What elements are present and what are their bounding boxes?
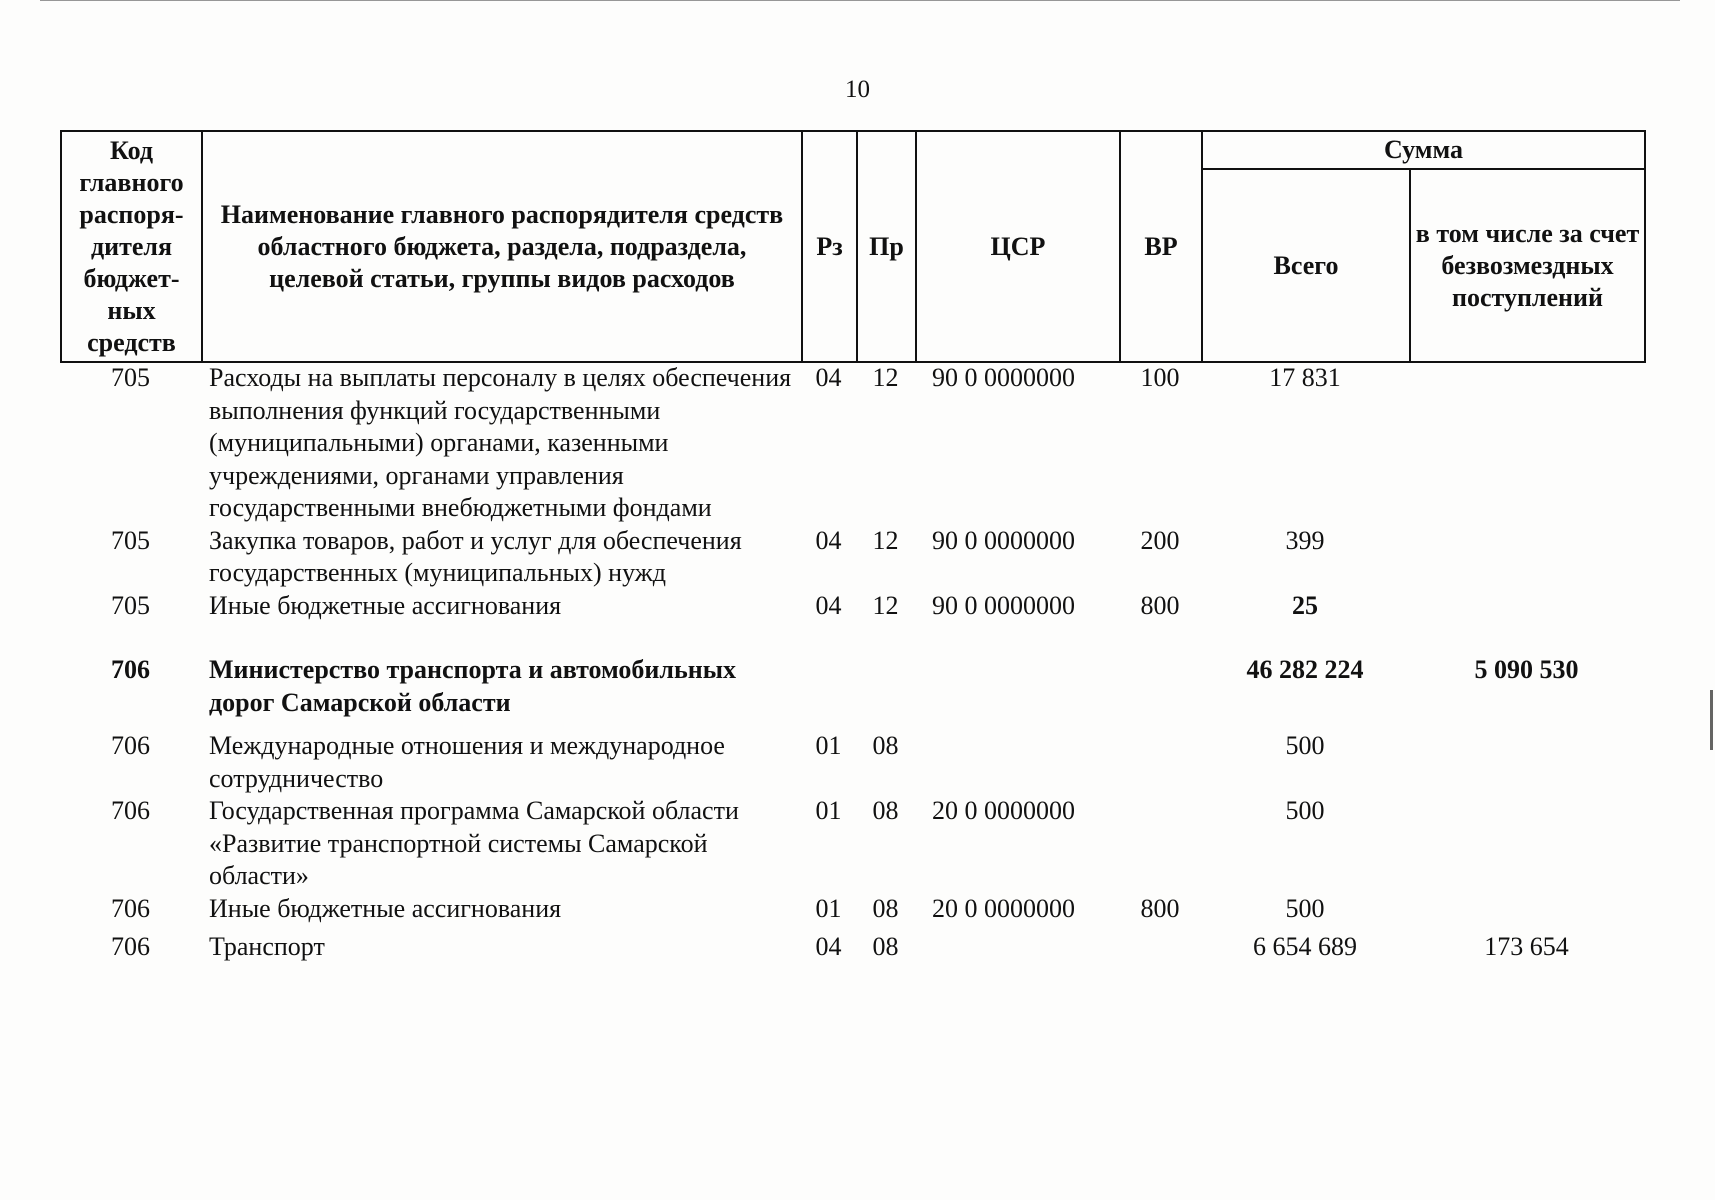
cell-code: 705 xyxy=(111,363,150,392)
data-table xyxy=(60,362,1644,964)
table-row-section xyxy=(60,654,1644,719)
cell-csr xyxy=(915,654,1119,719)
cell-including xyxy=(1409,730,1644,795)
header-name: Наименование главного распорядителя средств областного бюджета, раздела, подраздела, целевой статьи, группы видов расходов xyxy=(202,131,802,362)
cell-pr: 12 xyxy=(872,590,899,620)
cell-csr: 90 0 0000000 xyxy=(932,363,1075,392)
cell-csr: 20 0 0000000 xyxy=(932,893,1075,923)
cell-code: 706 xyxy=(111,893,150,923)
cell-vr xyxy=(1119,654,1201,719)
cell-csr: 20 0 0000000 xyxy=(932,796,1075,825)
scan-edge-mark xyxy=(1710,690,1713,750)
cell-name: Международные отношения и международное сотрудничество xyxy=(209,731,725,793)
table-row xyxy=(60,525,1644,590)
cell-including: 173 654 xyxy=(1484,932,1569,961)
row-spacer xyxy=(60,622,1644,654)
cell-code: 705 xyxy=(111,590,150,620)
cell-name: Государственная программа Самарской области «Развитие транспортной системы Самарской области» xyxy=(209,796,739,890)
cell-total: 500 xyxy=(1285,893,1325,923)
cell-rz: 04 xyxy=(815,932,842,961)
header-total: Всего xyxy=(1202,169,1410,362)
table-row xyxy=(60,730,1644,795)
cell-code: 706 xyxy=(111,796,150,825)
cell-code: 706 xyxy=(111,655,150,684)
table-row xyxy=(60,893,1644,926)
table-header xyxy=(60,130,1646,363)
cell-vr: 800 xyxy=(1140,590,1180,620)
cell-total: 500 xyxy=(1285,731,1325,760)
cell-total: 46 282 224 xyxy=(1246,655,1364,684)
cell-name: Расходы на выплаты персоналу в целях обеспечения выполнения функций государственными (муниципальными) органами, казенными учреждениями, органами управления государственными внебюджетными фондами xyxy=(209,363,792,522)
cell-rz xyxy=(801,654,856,719)
row-gap xyxy=(60,719,1644,730)
table-row xyxy=(60,362,1644,525)
cell-code: 706 xyxy=(111,731,150,760)
header-including: в том числе за счет безвозмездных поступлений xyxy=(1410,169,1645,362)
cell-pr: 12 xyxy=(872,525,899,555)
cell-total: 17 831 xyxy=(1269,363,1341,392)
cell-rz: 04 xyxy=(815,590,842,620)
cell-vr: 800 xyxy=(1140,893,1180,923)
cell-name: Закупка товаров, работ и услуг для обеспечения государственных (муниципальных) нужд xyxy=(209,525,742,587)
cell-pr: 08 xyxy=(872,796,899,825)
table-row xyxy=(60,590,1644,623)
header-pr: Пр xyxy=(857,131,916,362)
cell-rz: 04 xyxy=(815,525,842,555)
cell-vr xyxy=(1119,931,1201,964)
cell-vr xyxy=(1119,795,1201,893)
cell-name: Транспорт xyxy=(209,932,325,961)
cell-including xyxy=(1409,525,1644,590)
cell-rz: 04 xyxy=(815,363,842,392)
cell-name: Иные бюджетные ассигнования xyxy=(209,590,562,620)
cell-rz: 01 xyxy=(815,731,842,760)
cell-total: 399 xyxy=(1285,525,1325,555)
cell-including xyxy=(1409,362,1644,525)
cell-pr: 08 xyxy=(872,731,899,760)
table-row xyxy=(60,795,1644,893)
cell-code: 706 xyxy=(111,932,150,961)
header-csr: ЦСР xyxy=(916,131,1120,362)
cell-total: 6 654 689 xyxy=(1253,932,1357,961)
cell-rz: 01 xyxy=(815,893,842,923)
cell-rz: 01 xyxy=(815,796,842,825)
cell-csr xyxy=(915,931,1119,964)
cell-csr: 90 0 0000000 xyxy=(932,590,1075,620)
cell-csr xyxy=(915,730,1119,795)
cell-vr xyxy=(1119,730,1201,795)
cell-total: 500 xyxy=(1285,796,1325,825)
cell-pr: 12 xyxy=(872,363,899,392)
cell-including xyxy=(1409,795,1644,893)
cell-total: 25 xyxy=(1292,590,1318,620)
cell-pr: 08 xyxy=(872,932,899,961)
cell-csr: 90 0 0000000 xyxy=(932,525,1075,555)
cell-vr: 200 xyxy=(1140,525,1180,555)
cell-name: Иные бюджетные ассигнования xyxy=(209,893,562,923)
cell-including xyxy=(1409,590,1644,623)
header-code: Код главного распоря-дителя бюджет-ных средств xyxy=(61,131,202,362)
cell-code: 705 xyxy=(111,525,150,555)
cell-including: 5 090 530 xyxy=(1474,655,1579,684)
header-rz: Рз xyxy=(802,131,857,362)
page-number: 10 xyxy=(845,76,870,103)
table-row xyxy=(60,931,1644,964)
cell-pr: 08 xyxy=(872,893,899,923)
cell-vr: 100 xyxy=(1140,363,1180,392)
cell-name: Министерство транспорта и автомобильных дорог Самарской области xyxy=(209,655,736,717)
cell-pr xyxy=(856,654,915,719)
scan-edge-line xyxy=(40,0,1680,1)
header-vr: ВР xyxy=(1120,131,1202,362)
cell-including xyxy=(1409,893,1644,926)
header-sum: Сумма xyxy=(1202,131,1645,169)
